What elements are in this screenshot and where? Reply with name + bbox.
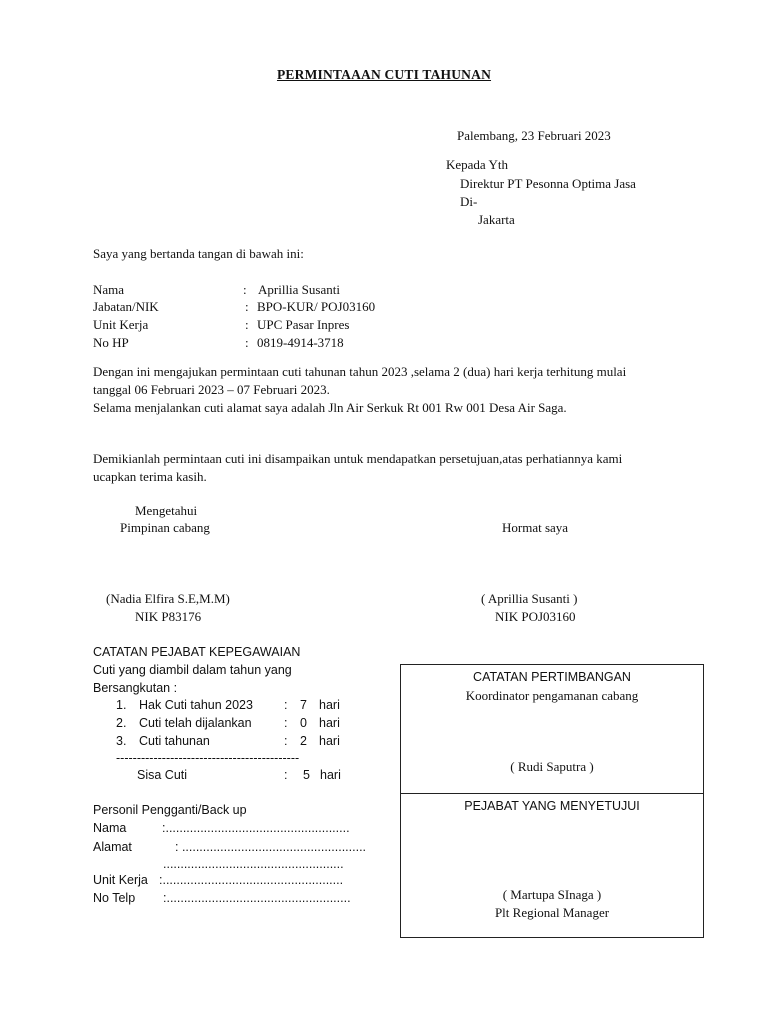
recipient-line-1: Kepada Yth bbox=[446, 157, 508, 172]
identity-separator: : bbox=[245, 335, 249, 350]
leave-item-number: 3. bbox=[116, 734, 127, 748]
identity-separator: : bbox=[245, 317, 249, 332]
leave-item-label: Hak Cuti tahun 2023 bbox=[139, 698, 253, 712]
leave-item-value: 2 bbox=[300, 734, 307, 748]
approver-position: Plt Regional Manager bbox=[494, 905, 610, 920]
recipient-line-2: Direktur PT Pesonna Optima Jasa bbox=[460, 176, 636, 191]
backup-field-blank: :.................................................... bbox=[159, 873, 344, 887]
hr-notes-heading: CATATAN PEJABAT KEPEGAWAIAN bbox=[93, 645, 301, 659]
identity-value: 0819-4914-3718 bbox=[257, 335, 344, 350]
consideration-heading: CATATAN PERTIMBANGAN bbox=[473, 670, 631, 684]
identity-label: Nama bbox=[93, 282, 125, 297]
leave-item-unit: hari bbox=[319, 716, 340, 730]
backup-field-blank: :..................................................... bbox=[163, 891, 351, 905]
remaining-leave-unit: hari bbox=[320, 768, 341, 782]
right-signer-nik: NIK POJ03160 bbox=[495, 609, 576, 624]
document-title: PERMINTAAAN CUTI TAHUNAN bbox=[276, 67, 492, 82]
hr-notes-subtitle-1: Cuti yang diambil dalam tahun yang bbox=[93, 663, 292, 677]
backup-field-label: Nama bbox=[93, 821, 127, 835]
place-date: Palembang, 23 Februari 2023 bbox=[457, 128, 611, 143]
left-signer-name: (Nadia Elfira S.E,M.M) bbox=[106, 591, 230, 606]
right-signer-name: ( Aprillia Susanti ) bbox=[481, 591, 578, 606]
leave-item-number: 2. bbox=[116, 716, 127, 730]
leave-item-separator: : bbox=[284, 716, 288, 730]
backup-field-label: No Telp bbox=[93, 891, 136, 905]
right-signature-heading: Hormat saya bbox=[502, 520, 569, 535]
identity-label: No HP bbox=[93, 335, 129, 350]
closing-paragraph-line-1: Demikianlah permintaan cuti ini disampaikan untuk mendapatkan persetujuan,atas perhatiannya kami bbox=[93, 451, 623, 466]
leave-item-value: 7 bbox=[300, 698, 307, 712]
address-paragraph: Selama menjalankan cuti alamat saya adalah Jln Air Serkuk Rt 001 Rw 001 Desa Air Saga. bbox=[93, 400, 567, 415]
left-signer-nik: NIK P83176 bbox=[135, 609, 202, 624]
approver-heading: PEJABAT YANG MENYETUJUI bbox=[464, 799, 640, 813]
leave-item-unit: hari bbox=[319, 734, 340, 748]
recipient-line-3: Di- bbox=[460, 194, 478, 209]
backup-field-blank: .................................................... bbox=[163, 857, 344, 871]
identity-value: UPC Pasar Inpres bbox=[257, 317, 350, 332]
request-paragraph-line-2: tanggal 06 Februari 2023 – 07 Februari 2023. bbox=[93, 382, 330, 397]
backup-heading: Personil Pengganti/Back up bbox=[93, 803, 247, 817]
leave-divider: -------------------------------------------- bbox=[116, 751, 300, 765]
leave-item-value: 0 bbox=[300, 716, 307, 730]
identity-separator: : bbox=[243, 282, 247, 297]
intro-text: Saya yang bertanda tangan di bawah ini: bbox=[93, 246, 304, 261]
leave-item-unit: hari bbox=[319, 698, 340, 712]
closing-paragraph-line-2: ucapkan terima kasih. bbox=[93, 469, 207, 484]
approval-box bbox=[400, 664, 704, 938]
leave-item-separator: : bbox=[284, 698, 288, 712]
backup-field-blank: : ..................................................... bbox=[175, 840, 367, 854]
remaining-leave-label: Sisa Cuti bbox=[137, 768, 188, 782]
leave-item-number: 1. bbox=[116, 698, 127, 712]
remaining-leave-value: 5 bbox=[303, 768, 310, 782]
identity-value: Aprillia Susanti bbox=[258, 282, 340, 297]
identity-label: Jabatan/NIK bbox=[93, 299, 159, 314]
recipient-line-4: Jakarta bbox=[478, 212, 515, 227]
request-paragraph-line-1: Dengan ini mengajukan permintaan cuti tahunan tahun 2023 ,selama 2 (dua) hari kerja terhitung mulai bbox=[93, 364, 627, 379]
identity-label: Unit Kerja bbox=[93, 317, 149, 332]
left-signature-heading-1: Mengetahui bbox=[135, 503, 198, 518]
remaining-leave-separator: : bbox=[284, 768, 288, 782]
backup-field-blank: :..................................................... bbox=[162, 821, 350, 835]
left-signature-heading-2: Pimpinan cabang bbox=[120, 520, 210, 535]
consideration-name: ( Rudi Saputra ) bbox=[510, 759, 594, 774]
box-divider bbox=[401, 793, 703, 794]
backup-field-label: Alamat bbox=[93, 840, 132, 854]
hr-notes-subtitle-2: Bersangkutan : bbox=[93, 681, 178, 695]
consideration-subtitle: Koordinator pengamanan cabang bbox=[465, 688, 639, 703]
leave-item-label: Cuti telah dijalankan bbox=[139, 716, 252, 730]
leave-item-label: Cuti tahunan bbox=[139, 734, 210, 748]
identity-separator: : bbox=[245, 299, 249, 314]
identity-value: BPO-KUR/ POJ03160 bbox=[257, 299, 376, 314]
approver-name: ( Martupa SInaga ) bbox=[502, 887, 602, 902]
backup-field-label: Unit Kerja bbox=[93, 873, 148, 887]
leave-item-separator: : bbox=[284, 734, 288, 748]
